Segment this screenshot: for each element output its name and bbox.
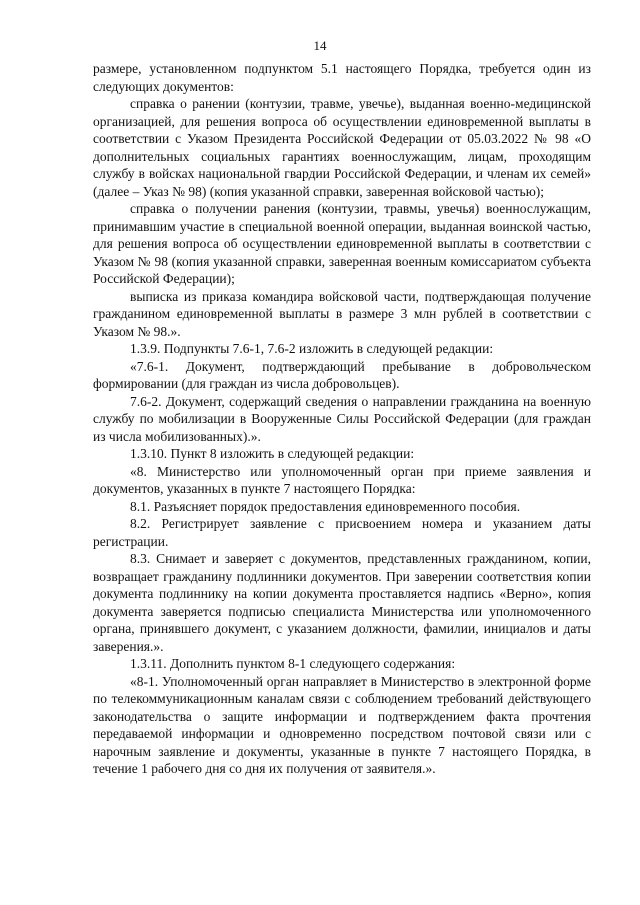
paragraph: 1.3.10. Пункт 8 изложить в следующей редакции:	[130, 446, 415, 461]
paragraph: «8-1. Уполномоченный орган направляет в Министерство в электронной форме по телекоммуникационным каналам связи с соблюдением требований действующего законодательства о защите информации и подтверждением факта прочтения передаваемой информации и одновременно посредством почтовой связи или с нарочным заявление и документы, указанные в пункте 7 настоящего Порядка, в течение 1 рабочего дня со дня их получения от заявителя.».	[93, 673, 591, 776]
paragraph: 1.3.11. Дополнить пунктом 8-1 следующего содержания:	[130, 656, 456, 671]
paragraph: «7.6-1. Документ, подтверждающий пребывание в добровольческом формировании (для граждан из числа добровольцев).	[93, 358, 591, 391]
paragraph: размере, установленном подпунктом 5.1 настоящего Порядка, требуется один из следующих документов:	[93, 61, 591, 94]
paragraph: 1.3.9. Подпункты 7.6-1, 7.6-2 изложить в следующей редакции:	[130, 341, 494, 356]
paragraph: справка о ранении (контузии, травме, увечье), выданная военно-медицинской организацией, для решения вопроса об осуществлении единовременной выплаты в соответствии с Указом Президента Российской Федерации от 05.03.2022 № 98 «О дополнительных социальных гарантиях военнослужащим, лицам, проходящим службу в войсках национальной гвардии Российской Федерации, и членам их семей» (далее – Указ № 98) (копия указанной справки, заверенная войсковой частью);	[93, 96, 591, 199]
paragraph: выписка из приказа командира войсковой части, подтверждающая получение гражданином единовременной выплаты в размере 3 млн рублей в соответствии с Указом № 98.».	[93, 288, 591, 339]
paragraph: 8.3. Снимает и заверяет с документов, представленных гражданином, копии, возвращает гражданину подлинники документов. При заверении соответствия копии документа подлиннику на копии документа проставляется надпись «Верно», копия документа заверяется подписью специалиста Министерства или уполномоченного органа, принявшего документ, с указанием должности, фамилии, инициалов и даты заверения.».	[93, 551, 591, 654]
paragraph: 8.2. Регистрирует заявление с присвоением номера и указанием даты регистрации.	[93, 516, 591, 549]
paragraph: 7.6-2. Документ, содержащий сведения о направлении гражданина на военную службу по мобилизации в Вооруженные Силы Российской Федерации (для граждан из числа мобилизованных).».	[93, 393, 591, 444]
page-number: 14	[313, 38, 327, 53]
paragraph: справка о получении ранения (контузии, травмы, увечья) военнослужащим, принимавшим участие в специальной военной операции, выданная воинской частью, для решения вопроса об осуществлении единовременной выплаты в соответствии с Указом № 98 (копия указанной справки, заверенная военным комиссариатом субъекта Российской Федерации);	[93, 201, 591, 286]
paragraph: «8. Министерство или уполномоченный орган при приеме заявления и документов, указанных в пункте 7 настоящего Порядка:	[93, 463, 591, 496]
paragraph: 8.1. Разъясняет порядок предоставления единовременного пособия.	[130, 498, 521, 514]
document-body	[93, 60, 591, 778]
